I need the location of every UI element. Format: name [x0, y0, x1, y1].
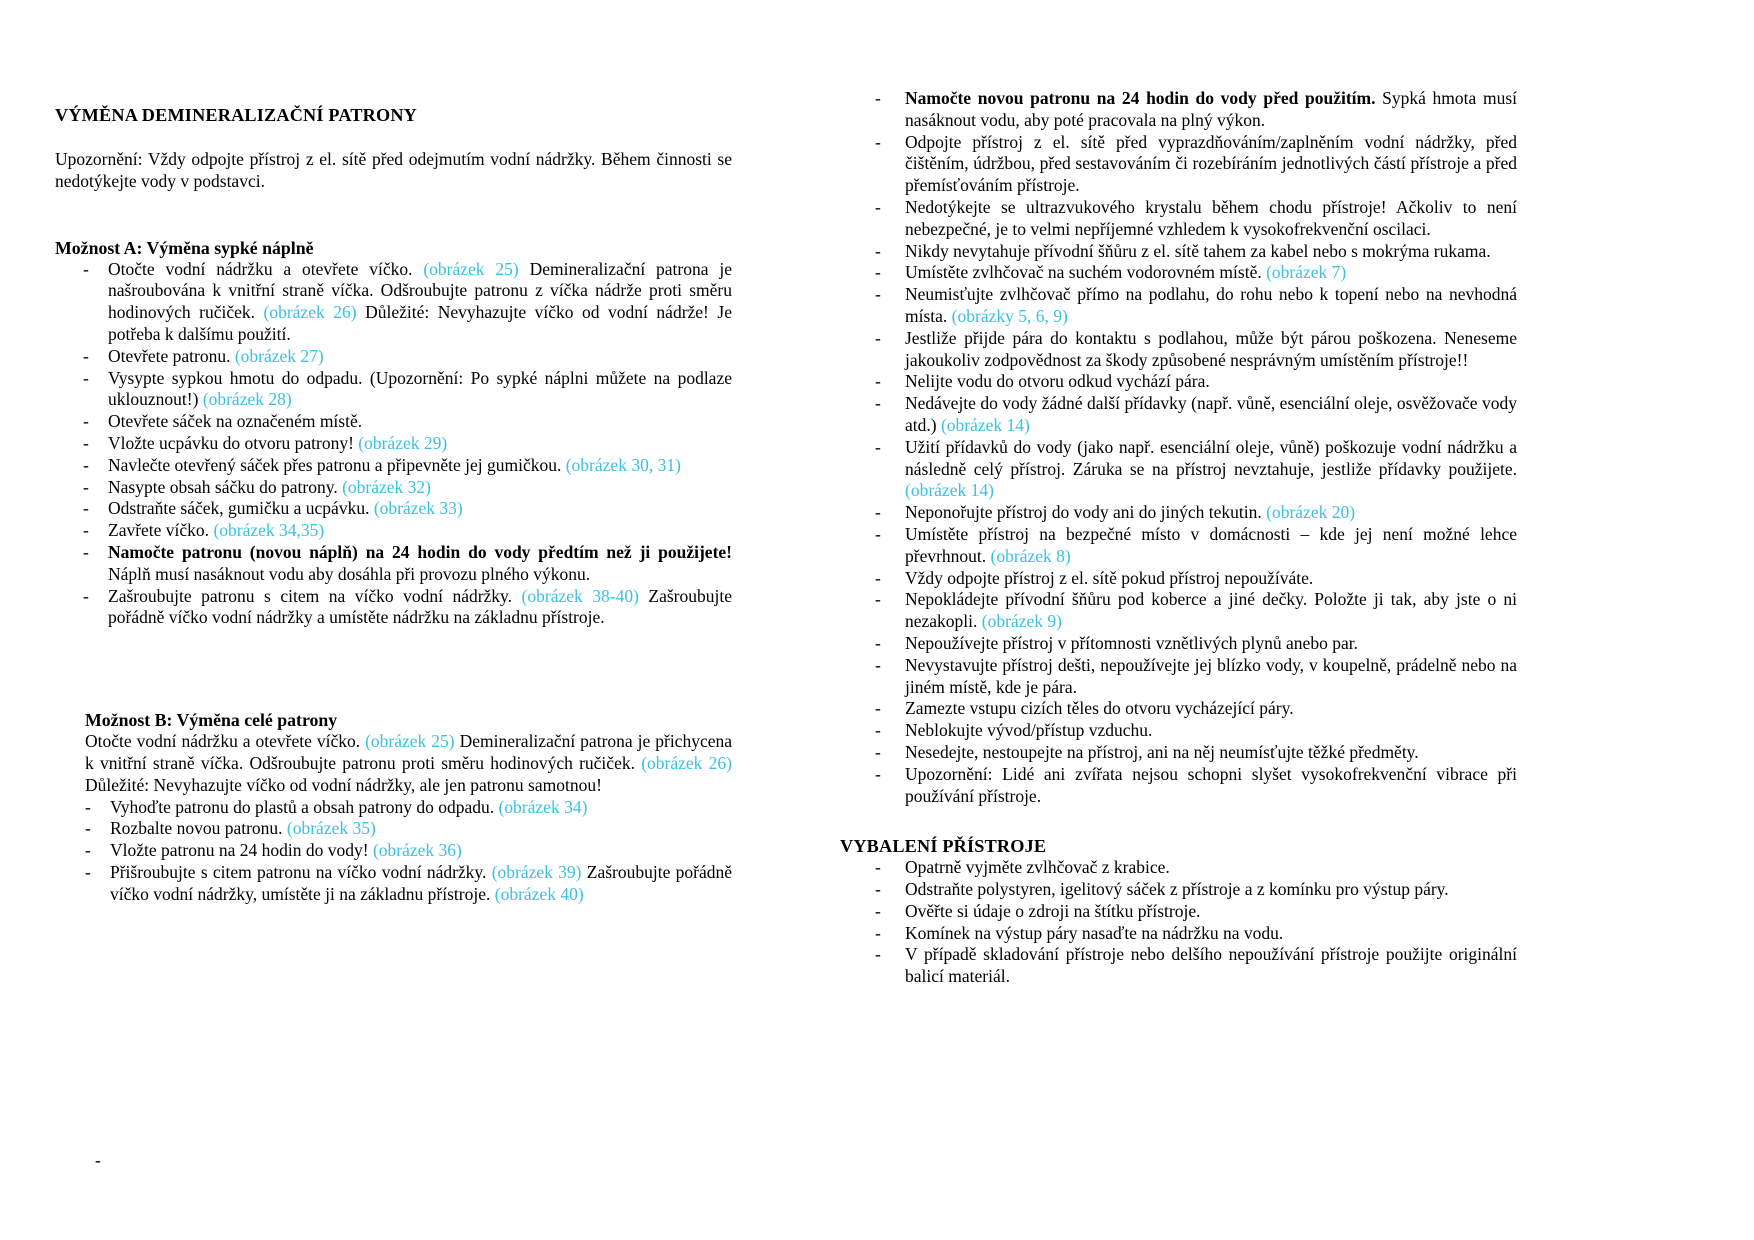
list-item-text	[108, 433, 732, 455]
text-run: Nevystavujte přístroj dešti, nepoužívejte jej blízko vody, v koupelně, prádelně nebo na jiném místě, kde je pára.	[905, 654, 1517, 697]
bullet-dash: -	[83, 498, 89, 519]
bullet-dash: -	[875, 262, 881, 283]
list-item-text	[905, 524, 1517, 568]
bullet-dash: -	[875, 502, 881, 523]
bullet-dash: -	[85, 818, 91, 839]
list-item	[55, 477, 732, 499]
figure-ref-link[interactable]: (obrázek 27)	[234, 345, 324, 366]
figure-ref-link[interactable]: (obrázek 35)	[286, 818, 376, 839]
option-b-heading: Možnost B: Výměna celé patrony	[85, 710, 338, 731]
text-run: Otevřete sáček na označeném místě.	[108, 411, 363, 432]
list-item-text	[905, 764, 1517, 808]
list-item-text	[905, 857, 1517, 879]
bullet-dash: -	[875, 922, 881, 943]
list-item	[840, 879, 1517, 901]
text-run: Nedotýkejte se ultrazvukového krystalu během chodu přístroje! Ačkoliv to není nebezpečné, je to velmi nepříjemné vzhledem k vysokofrekvenční oscilaci.	[905, 196, 1517, 239]
list-item	[840, 328, 1517, 372]
list-item-text	[108, 259, 732, 346]
bullet-dash: -	[83, 367, 89, 388]
list-item	[55, 346, 732, 368]
unpacking-heading: VYBALENÍ PŘÍSTROJE	[840, 836, 1047, 857]
right-column	[840, 88, 1517, 988]
text-run: Nedávejte do vody žádné další přídavky (např. vůně, esenciální oleje, osvěžovače vody atd.)	[905, 393, 1517, 435]
list-item	[840, 589, 1517, 633]
bullet-dash: -	[875, 944, 881, 965]
list-item-text	[905, 371, 1517, 393]
text-run: Umístěte zvlhčovač na suchém vodorovném místě.	[905, 262, 1267, 283]
list-item	[55, 520, 732, 542]
text-run: Zašroubujte pořádně víčko vodní nádržky a umístěte nádržku na základnu přístroje.	[108, 585, 732, 628]
text-run: V případě skladování přístroje nebo delšího nepoužívání přístroje použijte originální balicí materiál.	[905, 944, 1517, 987]
list-item	[55, 542, 732, 586]
text-run: Vždy odpojte přístroj z el. sítě pokud přístroj nepoužíváte.	[905, 567, 1314, 588]
figure-ref-link[interactable]: (obrázek 25)	[365, 731, 455, 752]
text-run: Zašroubujte pořádně víčko vodní nádržky, umístěte ji na základnu přístroje.	[110, 861, 732, 904]
list-item-text	[905, 197, 1517, 241]
text-run: Nesedejte, nestoupejte na přístroj, ani na něj neumísťujte těžké předměty.	[905, 741, 1419, 762]
figure-ref-link[interactable]: (obrázek 14)	[940, 414, 1030, 435]
text-run: Umístěte přístroj na bezpečné místo v domácnosti – kde jej není možné lehce převrhnout.	[905, 523, 1517, 566]
figure-ref-link[interactable]: (obrázek 30, 31)	[565, 454, 681, 475]
list-item	[55, 818, 732, 840]
list-item-text	[110, 840, 732, 862]
text-run: Komínek na výstup páry nasaďte na nádržku na vodu.	[905, 922, 1284, 943]
figure-ref-link[interactable]: (obrázek 26)	[263, 302, 357, 323]
bullet-dash: -	[875, 131, 881, 152]
figure-ref-link[interactable]: (obrázek 20)	[1266, 502, 1356, 523]
text-run: Vložte ucpávku do otvoru patrony!	[108, 432, 359, 453]
text-run: Užití přídavků do vody (jako např. esenciální oleje, vůně) poškozuje vodní nádržku a následně celý přístroj. Záruka se na přístroj nevztahuje, jestliže přídavky použijete.	[905, 436, 1517, 479]
list-item	[55, 797, 732, 819]
bullet-dash: -	[875, 88, 881, 108]
text-run: Vyhoďte patronu do plastů a obsah patrony do odpadu.	[110, 796, 499, 817]
list-item-text	[905, 655, 1517, 699]
list-item	[840, 698, 1517, 720]
figure-ref-link[interactable]: (obrázek 28)	[202, 389, 292, 410]
list-item	[840, 132, 1517, 197]
list-item	[840, 923, 1517, 945]
bullet-dash: -	[875, 698, 881, 719]
option-b-intro-paragraph	[85, 731, 732, 796]
text-run: Nelijte vodu do otvoru odkud vychází pára.	[905, 371, 1210, 392]
text-run: Nikdy nevytahuje přívodní šňůru z el. sítě tahem za kabel nebo s mokrýma rukama.	[905, 240, 1491, 261]
bullet-dash: -	[83, 345, 89, 366]
list-item	[840, 393, 1517, 437]
text-run: Demineralizační patrona je přichycena k vnitřní straně víčka. Odšroubujte patronu proti směru hodinových ručiček.	[85, 731, 732, 773]
bullet-dash: -	[875, 436, 881, 457]
list-item	[840, 720, 1517, 742]
list-item-text	[905, 698, 1517, 720]
list-item	[55, 455, 732, 477]
bullet-dash: -	[83, 454, 89, 475]
bullet-dash: -	[875, 857, 881, 878]
bullet-dash: -	[83, 541, 89, 562]
text-run: Zamezte vstupu cizích těles do otvoru vycházející páry.	[905, 698, 1294, 719]
list-item	[840, 901, 1517, 923]
figure-ref-link[interactable]: (obrázek 9)	[981, 611, 1062, 632]
option-b-list	[55, 797, 732, 906]
text-run: Otočte vodní nádržku a otevřete víčko.	[108, 258, 424, 279]
bullet-dash: -	[875, 523, 881, 544]
figure-ref-link[interactable]: (obrázek 40)	[494, 883, 584, 904]
text-run: Zavřete víčko.	[108, 520, 214, 541]
text-run: Odpojte přístroj z el. sítě před vyprazdňováním/zaplněním vodní nádržky, před čištěním, údržbou, před sestavováním či rozebíráním jednotlivých částí přístroje a před přemísťováním přístroje.	[905, 131, 1517, 196]
list-item-text	[905, 879, 1517, 901]
list-item-text	[108, 586, 732, 630]
option-a-heading: Možnost A: Výměna sypké náplně	[55, 237, 314, 258]
text-run: Zašroubujte patronu s citem na víčko vodní nádržky.	[108, 585, 522, 606]
list-item-text	[905, 720, 1517, 742]
figure-ref-link[interactable]: (obrázek 38-40)	[521, 585, 639, 606]
list-item-text	[108, 498, 732, 520]
list-item	[840, 88, 1517, 132]
list-item	[55, 586, 732, 630]
bullet-dash: -	[85, 796, 91, 817]
bullet-dash: -	[875, 240, 881, 261]
bullet-dash: -	[85, 861, 91, 882]
text-run: Neumisťujte zvlhčovač přímo na podlahu, do rohu nebo k topení nebo na nevhodná místa.	[905, 284, 1517, 326]
bullet-dash: -	[85, 840, 91, 861]
list-item	[840, 655, 1517, 699]
list-item-text	[905, 284, 1517, 328]
bullet-dash: -	[83, 476, 89, 497]
text-run: Přišroubujte s citem patronu na víčko vodní nádržky.	[110, 861, 492, 882]
text-run: Opatrně vyjměte zvlhčovač z krabice.	[905, 857, 1170, 878]
list-item	[840, 944, 1517, 988]
text-run: Neponořujte přístroj do vody ani do jiných tekutin.	[905, 502, 1267, 523]
text-run: Rozbalte novou patronu.	[110, 818, 287, 839]
bullet-dash: -	[83, 258, 89, 279]
list-item	[55, 840, 732, 862]
bullet-dash: -	[83, 520, 89, 541]
list-item	[840, 371, 1517, 393]
bullet-dash: -	[83, 585, 89, 606]
list-item-text	[905, 742, 1517, 764]
figure-ref-link[interactable]: (obrázky 5, 6, 9)	[951, 305, 1068, 326]
list-item-text	[905, 923, 1517, 945]
list-item	[840, 284, 1517, 328]
bullet-dash: -	[875, 567, 881, 588]
figure-ref-link[interactable]: (obrázek 29)	[358, 432, 448, 453]
text-run: Otevřete patronu.	[108, 345, 235, 366]
list-item-text	[110, 818, 732, 840]
bullet-dash: -	[875, 741, 881, 762]
cartridge-replacement-title: VÝMĚNA DEMINERALIZAČNÍ PATRONY	[55, 105, 418, 125]
list-item	[840, 633, 1517, 655]
text-run: Nasypte obsah sáčku do patrony.	[108, 476, 343, 497]
bullet-dash: -	[875, 763, 881, 784]
list-item	[840, 568, 1517, 590]
figure-ref-link[interactable]: (obrázek 32)	[342, 476, 432, 497]
text-run: Demineralizační patrona je našroubována k vnitřní straně víčka. Odšroubujte patronu z víčka nádrže proti směru hodinových ručiček.	[108, 258, 732, 323]
list-item-text	[905, 589, 1517, 633]
text-run: Sypká hmota musí nasáknout vodu, aby poté pracovala na plný výkon.	[905, 88, 1517, 130]
list-item	[55, 411, 732, 433]
warning-paragraph: Upozornění: Vždy odpojte přístroj z el. sítě před odejmutím vodní nádržky. Během činnosti se nedotýkejte vody v podstavci.	[55, 149, 732, 191]
list-item-text	[905, 568, 1517, 590]
list-item-text	[108, 368, 732, 412]
list-item	[55, 498, 732, 520]
list-item	[55, 433, 732, 455]
figure-ref-link[interactable]: (obrázek 33)	[373, 498, 463, 519]
list-item	[840, 437, 1517, 502]
list-item-text	[905, 502, 1517, 524]
list-item	[840, 742, 1517, 764]
bullet-dash: -	[875, 654, 881, 675]
bullet-dash: -	[875, 900, 881, 921]
list-item-text	[108, 346, 732, 368]
figure-ref-link[interactable]: (obrázek 14)	[905, 480, 994, 501]
left-column	[55, 104, 732, 906]
bullet-dash: -	[875, 632, 881, 653]
list-item-text	[905, 437, 1517, 502]
list-item-text	[905, 328, 1517, 372]
list-item-text	[905, 262, 1517, 284]
list-item-text	[108, 477, 732, 499]
text-run: Otočte vodní nádržku a otevřete víčko.	[85, 731, 366, 752]
bold-run: Namočte patronu (novou náplň) na 24 hodin do vody předtím než ji použijete!	[108, 541, 732, 562]
text-run: Náplň musí nasáknout vodu aby dosáhla při provozu plného výkonu.	[108, 563, 591, 584]
text-run: Neblokujte vývod/přístup vzduchu.	[905, 720, 1153, 741]
list-item-text	[108, 455, 732, 477]
bullet-dash: -	[875, 327, 881, 348]
bullet-dash: -	[83, 432, 89, 453]
bullet-dash: -	[875, 393, 881, 414]
list-item-text	[905, 88, 1517, 132]
list-item-text	[108, 542, 732, 586]
bullet-dash: -	[875, 720, 881, 741]
figure-ref-link[interactable]: (obrázek 34,35)	[213, 520, 325, 541]
list-item	[840, 197, 1517, 241]
bullet-dash: -	[875, 589, 881, 610]
list-item-text	[905, 944, 1517, 988]
list-item	[840, 262, 1517, 284]
text-run: Důležité: Nevyhazujte víčko od vodní nádrže! Je potřeba k dalšímu použití.	[108, 302, 732, 344]
list-item-text	[905, 633, 1517, 655]
list-item	[840, 524, 1517, 568]
bullet-dash: -	[875, 284, 881, 305]
list-item-text	[905, 132, 1517, 197]
stray-dash: -	[95, 1150, 101, 1170]
bullet-dash: -	[83, 411, 89, 432]
text-run: Nepoužívejte přístroj v přítomnosti vznětlivých plynů anebo par.	[905, 632, 1358, 653]
list-item-text	[110, 862, 732, 906]
figure-ref-link[interactable]: (obrázek 39)	[491, 861, 582, 882]
text-run: Nepokládejte přívodní šňůru pod koberce a jiné dečky. Položte ji tak, aby jste o ni nezakopli.	[905, 589, 1517, 632]
safety-instructions-list	[840, 88, 1517, 807]
list-item	[55, 259, 732, 346]
text-run: Upozornění: Lidé ani zvířata nejsou schopni slyšet vysokofrekvenční vibrace při používání přístroje.	[905, 763, 1517, 806]
option-a-list	[55, 259, 732, 630]
list-item-text	[905, 901, 1517, 923]
list-item-text	[905, 241, 1517, 263]
list-item	[840, 764, 1517, 808]
figure-ref-link[interactable]: (obrázek 7)	[1266, 262, 1347, 283]
list-item-text	[905, 393, 1517, 437]
text-run: Vložte patronu na 24 hodin do vody!	[110, 840, 373, 861]
figure-ref-link[interactable]: (obrázek 36)	[372, 840, 462, 861]
text-run: Navlečte otevřený sáček přes patronu a připevněte jej gumičkou.	[108, 454, 566, 475]
bold-run: Namočte novou patronu na 24 hodin do vody před použitím.	[905, 88, 1376, 108]
text-run: Jestliže přijde pára do kontaktu s podlahou, může být párou poškozena. Neneseme jakoukoliv zodpovědnost za škody způsobené nesprávným umístěním přístroje!!	[905, 327, 1517, 370]
bullet-dash: -	[875, 371, 881, 392]
text-run: Odstraňte polystyren, igelitový sáček z přístroje a z komínku pro výstup páry.	[905, 879, 1449, 900]
list-item	[840, 241, 1517, 263]
figure-ref-link[interactable]: (obrázek 26)	[641, 752, 732, 773]
text-run: Odstraňte sáček, gumičku a ucpávku.	[108, 498, 374, 519]
list-item	[55, 862, 732, 906]
figure-ref-link[interactable]: (obrázek 25)	[423, 258, 519, 279]
unpacking-list	[840, 857, 1517, 988]
list-item	[840, 502, 1517, 524]
list-item-text	[108, 411, 732, 433]
list-item	[840, 857, 1517, 879]
bullet-dash: -	[875, 196, 881, 217]
text-run: Ověřte si údaje o zdroji na štítku přístroje.	[905, 900, 1201, 921]
list-item-text	[110, 797, 732, 819]
figure-ref-link[interactable]: (obrázek 8)	[990, 545, 1071, 566]
list-item	[55, 368, 732, 412]
bullet-dash: -	[875, 879, 881, 900]
text-run: Vysypte sypkou hmotu do odpadu. (Upozornění: Po sypké náplni můžete na podlaze uklouznout!)	[108, 367, 732, 410]
figure-ref-link[interactable]: (obrázek 34)	[498, 796, 588, 817]
text-run: Důležité: Nevyhazujte víčko od vodní nádržky, ale jen patronu samotnou!	[85, 774, 602, 795]
list-item-text	[108, 520, 732, 542]
